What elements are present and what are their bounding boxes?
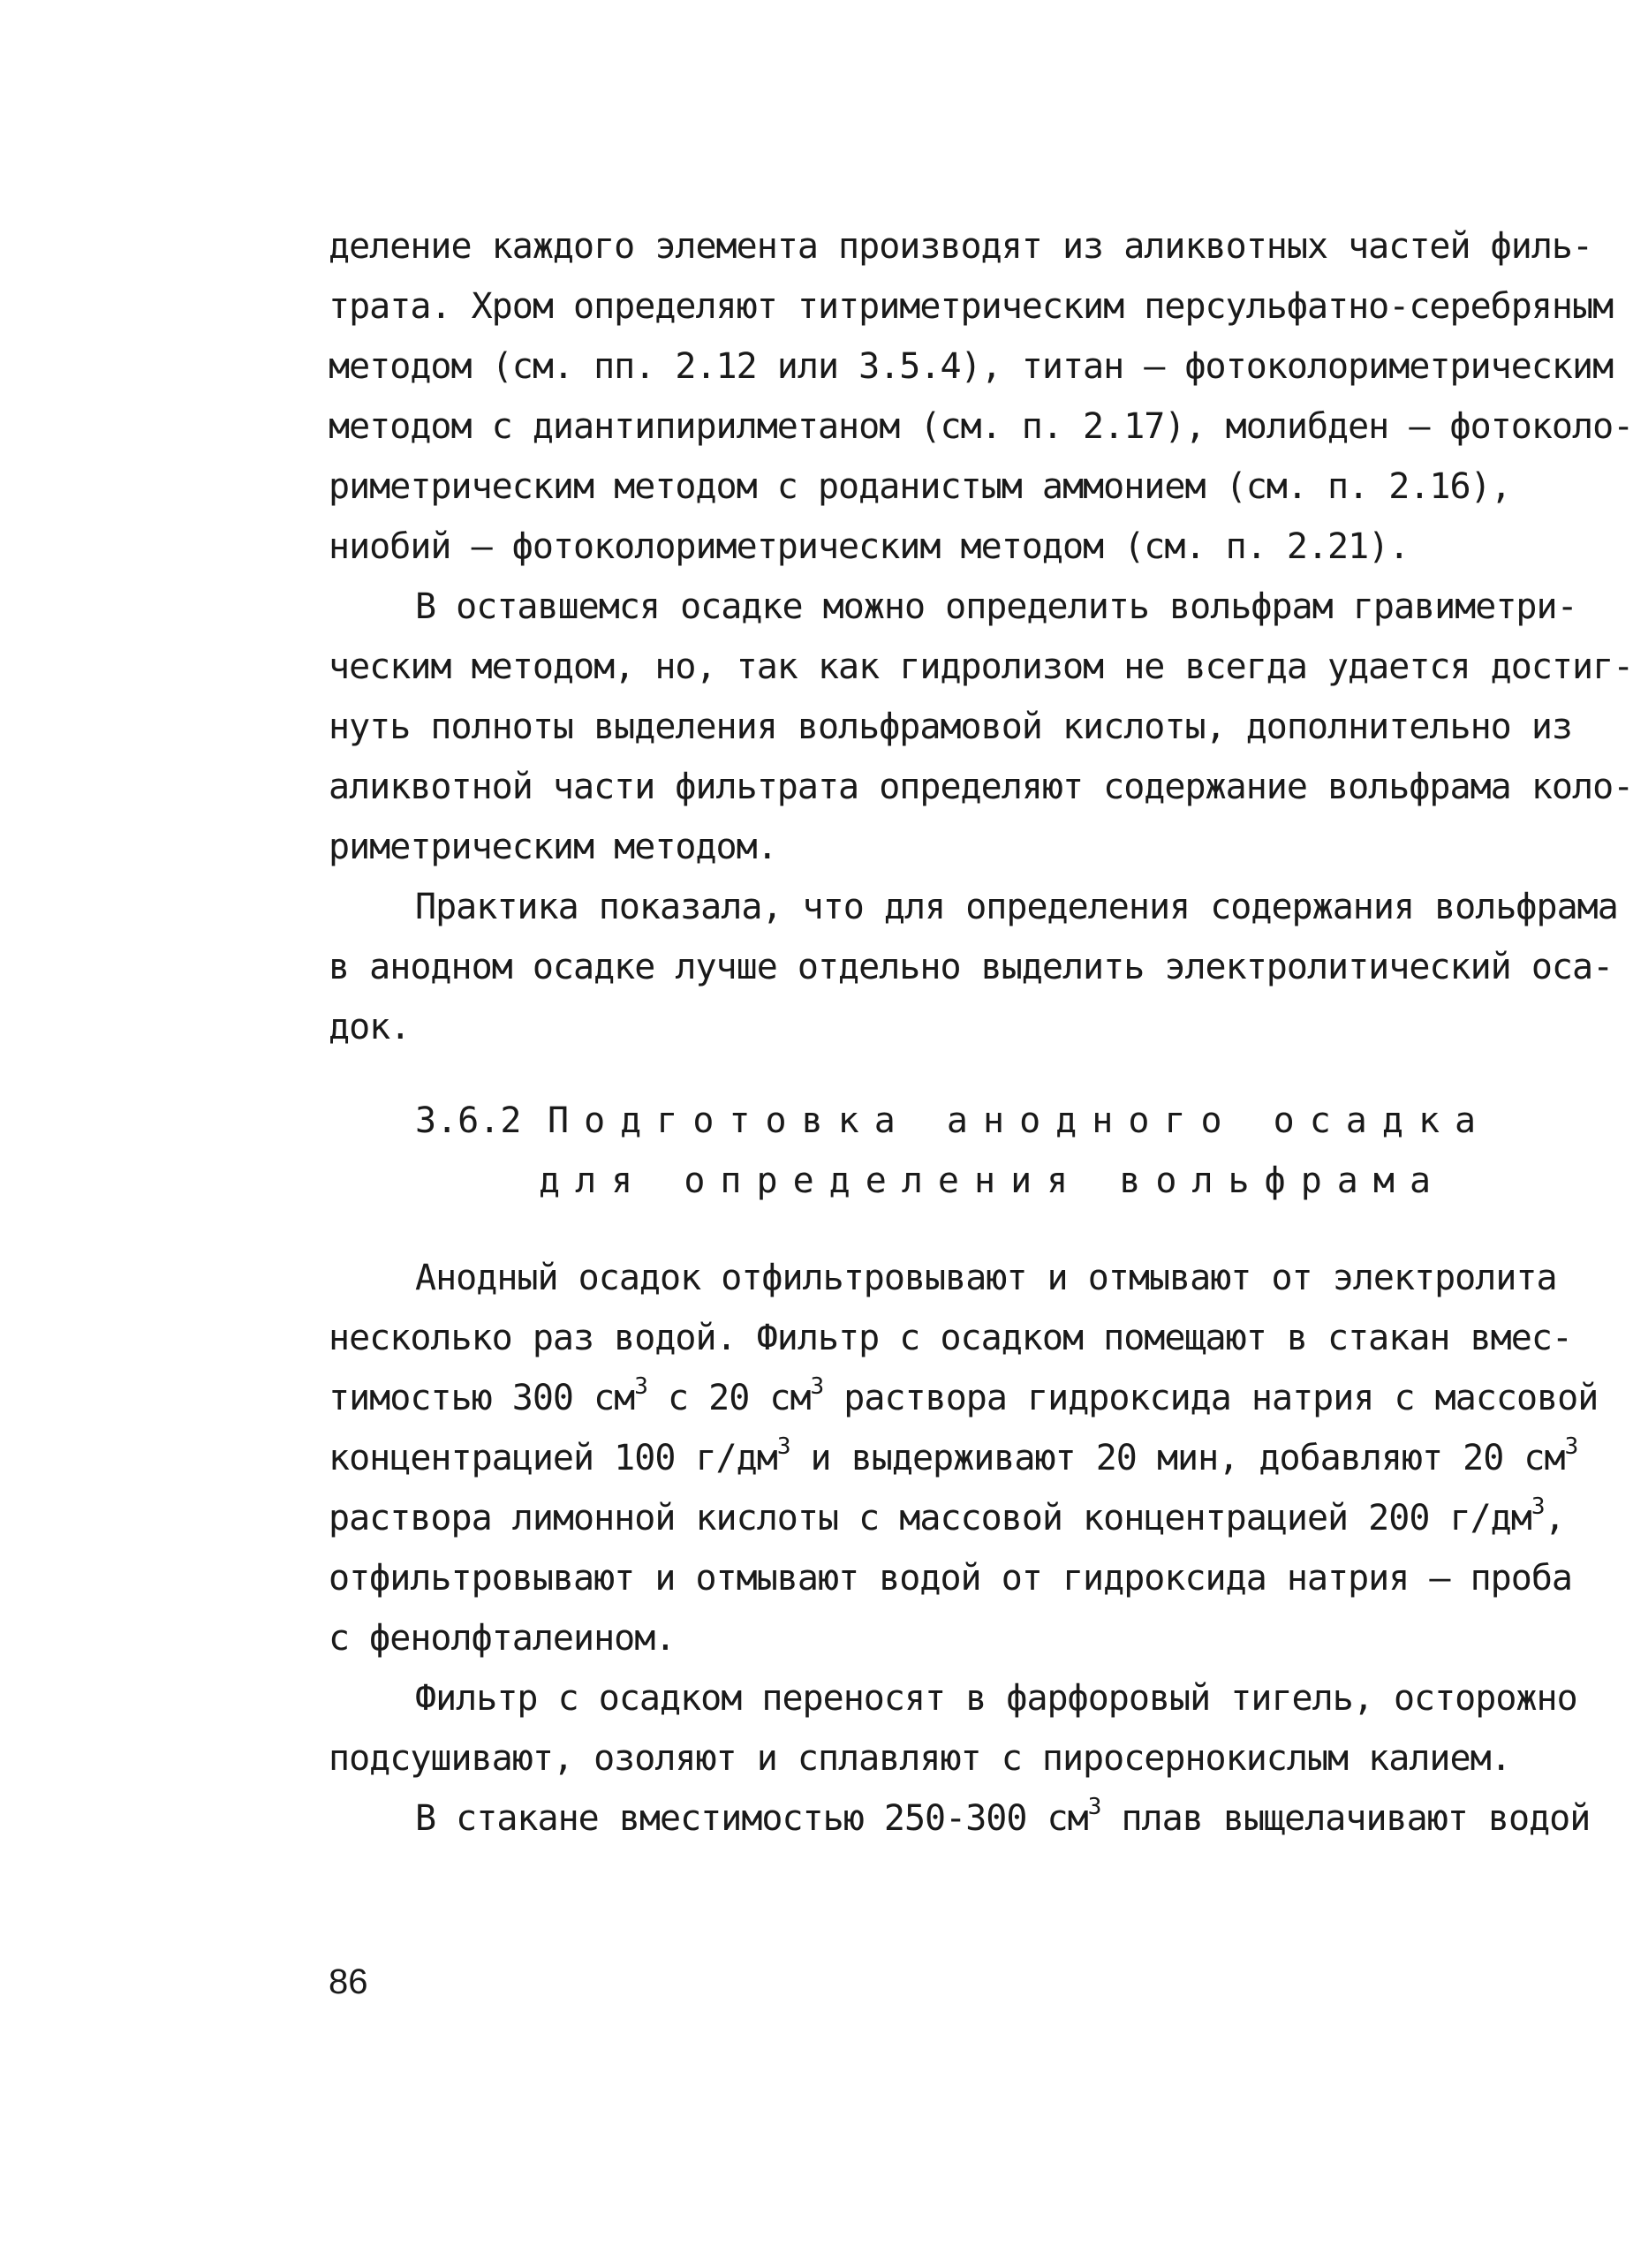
- text-line: подсушивают, озоляют и сплавляют с пиросернокислым калием.: [329, 1738, 1511, 1779]
- text-line: деление каждого элемента производят из аликвотных частей филь-: [329, 226, 1593, 267]
- text-line: концентрацией 100 $г/дм^3$ и выдерживают 20 мин, добавляют 20 $см^3$: [329, 1433, 1578, 1478]
- text-line: Фильтр с осадком переносят в фарфоровый тигель, осторожно: [415, 1678, 1577, 1719]
- text-line: трата. Хром определяют титриметрическим персульфатно-серебряным: [329, 286, 1614, 327]
- text-line: док.: [329, 1007, 411, 1047]
- text-line: нуть полноты выделения вольфрамовой кислоты, дополнительно из: [329, 707, 1573, 747]
- text-line: В стакане вместимостью 250-300 $см^3$ плав выщелачивают водой: [415, 1793, 1591, 1839]
- text-line: методом (см. пп. 2.12 или 3.5.4), титан – фотоколориметрическим: [329, 346, 1614, 387]
- text-line: методом с диантипирилметаном (см. п. 2.17), молибден – фотоколо-: [329, 406, 1633, 447]
- text-line: риметрическим методом.: [329, 827, 777, 867]
- text-line: ниобий – фотоколориметрическим методом (см. п. 2.21).: [329, 526, 1410, 567]
- section-heading-line-2: для определения вольфрама: [539, 1160, 1447, 1201]
- text-line: в анодном осадке лучше отдельно выделить электролитический оса-: [329, 947, 1614, 987]
- text-line: тимостью 300 $см^3$ с 20 $см^3$ раствора гидроксида натрия с массовой: [329, 1372, 1599, 1418]
- page-number: 86: [329, 1962, 368, 2001]
- section-number: 3.6.2: [415, 1100, 522, 1141]
- text-line: Практика показала, что для определения содержания вольфрама: [415, 887, 1618, 927]
- text-line: риметрическим методом с роданистым аммонием (см. п. 2.16),: [329, 466, 1511, 507]
- section-heading-line-1: Подготовка анодного осадка: [548, 1100, 1492, 1141]
- text-line: Анодный осадок отфильтровывают и отмывают от электролита: [415, 1258, 1557, 1298]
- text-line: В оставшемся осадке можно определить вольфрам гравиметри-: [415, 586, 1577, 627]
- text-line: отфильтровывают и отмывают водой от гидроксида натрия – проба: [329, 1558, 1573, 1599]
- text-line: ческим методом, но, так как гидролизом не всегда удается достиг-: [329, 646, 1633, 687]
- text-line: с фенолфталеином.: [329, 1618, 676, 1659]
- text-line: аликвотной части фильтрата определяют содержание вольфрама коло-: [329, 767, 1633, 807]
- text-line: несколько раз водой. Фильтр с осадком помещают в стакан вмес-: [329, 1318, 1573, 1358]
- text-line: раствора лимонной кислоты с массовой концентрацией 200 $г/дм^3$,: [329, 1493, 1565, 1538]
